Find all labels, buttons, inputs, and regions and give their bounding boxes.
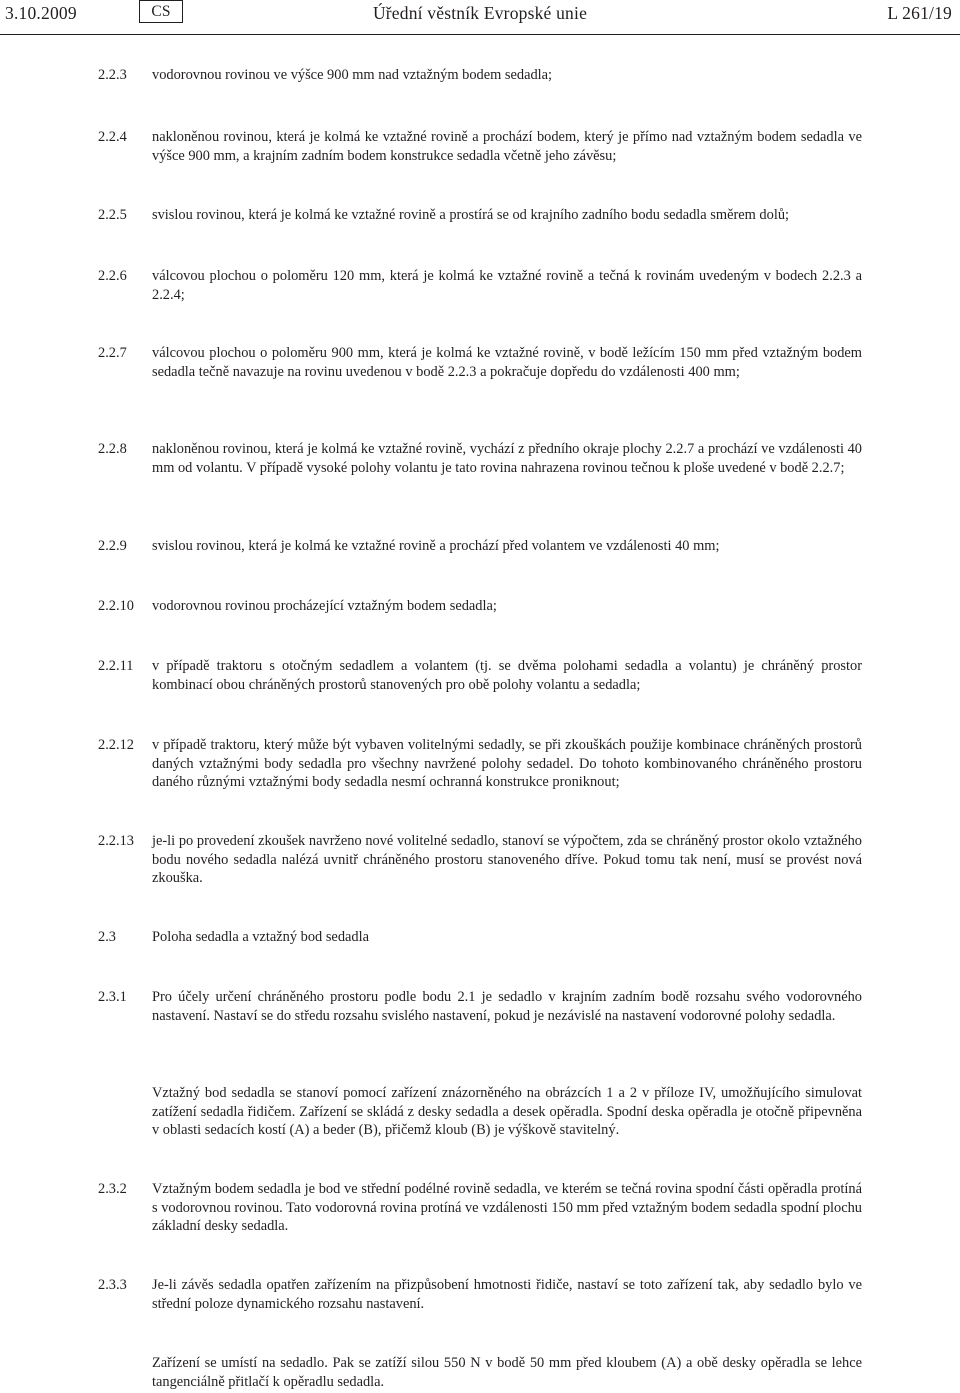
- item-number: 2.2.9: [98, 538, 127, 554]
- page-number: L 261/19: [887, 3, 952, 23]
- item-text: Vztažným bodem sedadla je bod ve střední podélné rovině sedadla, ve kterém se tečná rovina spodní části opěradla protíná s vodorovnou rovinou. Tato vodorovná rovina protíná ve vzdálenosti 150 mm před vztažným bodem sedadla spodní plochu základní desky sedadla.: [152, 1181, 862, 1234]
- item-number: 2.3.3: [98, 1277, 127, 1293]
- item-text: válcovou plochou o poloměru 900 mm, která je kolmá ke vztažné rovině, v bodě ležícím 150 mm před vztažným bodem sedadla tečně navazuje na rovinu uvedenou v bodě 2.2.3 a pokračuje dopředu do vzdálenosti 400 mm;: [152, 345, 862, 380]
- item-text: vodorovnou rovinou procházející vztažným bodem sedadla;: [152, 598, 497, 614]
- section-title: Poloha sedadla a vztažný bod sedadla: [152, 929, 369, 945]
- language-badge: CS: [139, 0, 183, 23]
- item-text: v případě traktoru s otočným sedadlem a volantem (tj. se dvěma polohami sedadla a volantu) je chráněný prostor kombinací obou chráněných prostorů stanovených pro obě polohy volantu a sedadla;: [152, 658, 862, 693]
- item-number: 2.2.4: [98, 129, 127, 145]
- item-number: 2.2.5: [98, 207, 127, 223]
- item-number: 2.2.3: [98, 67, 127, 83]
- page-header: [0, 0, 960, 36]
- item-text: vodorovnou rovinou ve výšce 900 mm nad vztažným bodem sedadla;: [152, 67, 553, 83]
- item-number: 2.3.1: [98, 989, 127, 1005]
- item-text: svislou rovinou, která je kolmá ke vztažné rovině a prostírá se od krajního zadního bodu sedadla směrem dolů;: [152, 207, 790, 223]
- item-text: Je-li závěs sedadla opatřen zařízením na přizpůsobení hmotnosti řidiče, nastaví se toto zařízení tak, aby sedadlo bylo ve střední poloze dynamického rozsahu nastavení.: [152, 1277, 862, 1312]
- journal-title: Úřední věstník Evropské unie: [372, 3, 588, 23]
- item-number: 2.2.10: [98, 598, 134, 614]
- item-text: válcovou plochou o poloměru 120 mm, která je kolmá ke vztažné rovině a tečná k rovinám uvedeným v bodech 2.2.3 a 2.2.4;: [152, 268, 862, 303]
- header-rule: [0, 34, 960, 35]
- section-number: 2.3: [98, 929, 116, 945]
- item-number: 2.2.13: [98, 833, 134, 849]
- item-number: 2.2.7: [98, 345, 127, 361]
- item-number: 2.2.12: [98, 737, 134, 753]
- item-text: je-li po provedení zkoušek navrženo nové volitelné sedadlo, stanoví se výpočtem, zda se chráněný prostor okolo vztažného bodu nového sedadla nalézá uvnitř chráněného prostoru stanoveného dříve. Pokud tomu tak není, musí se provést nová zkouška.: [152, 833, 862, 886]
- item-text: nakloněnou rovinou, která je kolmá ke vztažné rovině a prochází bodem, který je přímo nad vztažným bodem sedadla ve výšce 900 mm, a krajním zadním bodem konstrukce sedadla včetně jeho závěsu;: [152, 129, 862, 164]
- publication-date: 3.10.2009: [5, 3, 77, 23]
- item-number: 2.3.2: [98, 1181, 127, 1197]
- item-text: v případě traktoru, který může být vybaven volitelnými sedadly, se při zkouškách použije kombinace chráněných prostorů daných vztažnými body sedadla pro všechny navržené polohy sedadel. Do tohoto kombinovaného chráněného prostoru daného různými vztažnými body sedadla nesmí ochranná konstrukce proniknout;: [152, 737, 862, 790]
- paragraph-text: Vztažný bod sedadla se stanoví pomocí zařízení znázorněného na obrázcích 1 a 2 v příloze IV, umožňujícího simulovat zatížení sedadla řidičem. Zařízení se skládá z desky sedadla a desek opěradla. Spodní deska opěradla je otočně připevněna v oblasti sedacích kostí (A) a beder (B), přičemž kloub (B) je výškově stavitelný.: [152, 1085, 862, 1138]
- paragraph-text: Zařízení se umístí na sedadlo. Pak se zatíží silou 550 N v bodě 50 mm před kloubem (A) a obě desky opěradla se lehce tangenciálně přitlačí k opěradlu sedadla.: [152, 1355, 862, 1390]
- item-number: 2.2.6: [98, 268, 127, 284]
- item-number: 2.2.11: [98, 658, 134, 674]
- item-text: svislou rovinou, která je kolmá ke vztažné rovině a prochází před volantem ve vzdálenosti 40 mm;: [152, 538, 720, 554]
- item-text: nakloněnou rovinou, která je kolmá ke vztažné rovině, vychází z předního okraje plochy 2.2.7 a prochází ve vzdálenosti 40 mm od volantu. V případě vysoké polohy volantu je tato rovina nahrazena rovinou tečnou k ploše uvedené v bodě 2.2.7;: [152, 441, 862, 476]
- item-number: 2.2.8: [98, 441, 127, 457]
- item-text: Pro účely určení chráněného prostoru podle bodu 2.1 je sedadlo v krajním zadním bodě rozsahu svého vodorovného nastavení. Nastaví se do středu rozsahu svislého nastavení, pokud je nezávislé na nastavení vodorovné polohy sedadla.: [152, 989, 862, 1024]
